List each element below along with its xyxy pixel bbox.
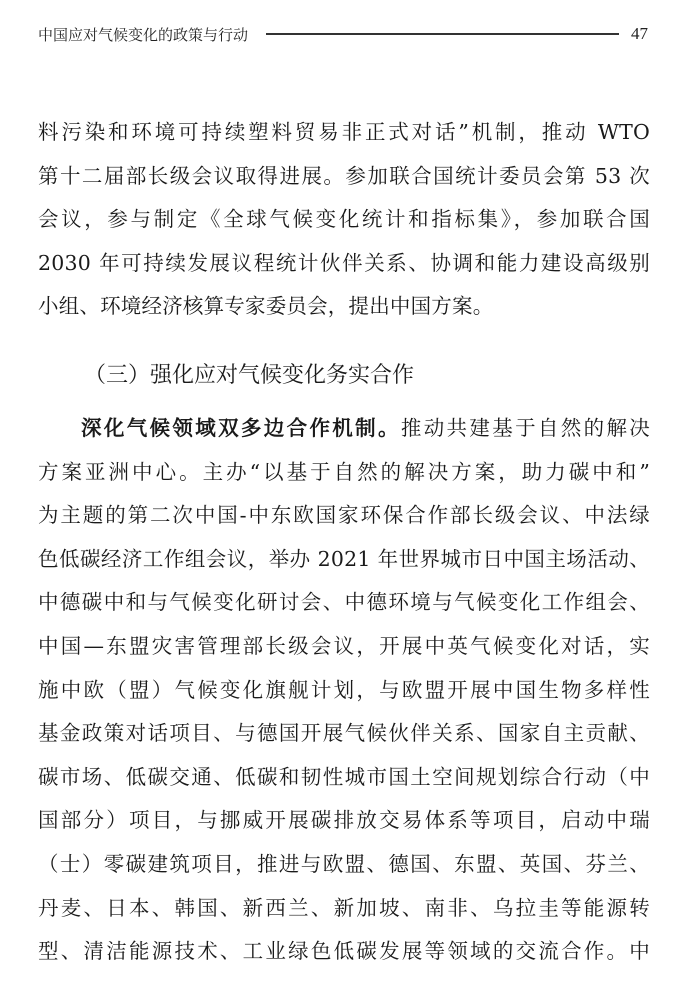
running-header	[38, 22, 648, 46]
text-line: 碳市场、低碳交通、低碳和韧性城市国土空间规划综合行动（中	[38, 764, 650, 789]
text-line: 为主题的第二次中国-中东欧国家环保合作部长级会议、中法绿	[38, 503, 650, 528]
text-line: 施中欧（盟）气候变化旗舰计划，与欧盟开展中国生物多样性	[38, 677, 650, 702]
text-line: 方案亚洲中心。主办“以基于自然的解决方案，助力碳中和”	[38, 459, 650, 484]
page-number: 47	[631, 24, 648, 43]
paragraph-lead-rest: 推动共建基于自然的解决	[400, 415, 650, 440]
paragraph-1	[38, 111, 650, 329]
text-line: （士）零碳建筑项目，推进与欧盟、德国、东盟、英国、芬兰、	[38, 851, 650, 876]
paragraph-2	[38, 407, 650, 974]
section-heading: （三）强化应对气候变化务实合作	[84, 362, 415, 388]
paragraph-lead: 深化气候领域双多边合作机制。	[81, 415, 401, 440]
page-body	[38, 111, 650, 974]
text-line: 会议，参与制定《全球气候变化统计和指标集》，参加联合国	[38, 207, 650, 232]
text-line: 第十二届部长级会议取得进展。参加联合国统计委员会第 53 次	[38, 163, 650, 188]
header-rule	[266, 33, 619, 35]
running-header-title: 中国应对气候变化的政策与行动	[38, 25, 249, 44]
text-line: 料污染和环境可持续塑料贸易非正式对话”机制，推动 WTO	[38, 120, 650, 144]
text-line: 国部分）项目，与挪威开展碳排放交易体系等项目，启动中瑞	[38, 808, 650, 833]
text-line: 基金政策对话项目、与德国开展气候伙伴关系、国家自主贡献、	[38, 721, 650, 746]
text-line: 丹麦、日本、韩国、新西兰、新加坡、南非、乌拉圭等能源转	[38, 895, 650, 920]
text-line: 小组、环境经济核算专家委员会，提出中国方案。	[38, 294, 494, 319]
text-line: 中德碳中和与气候变化研讨会、中德环境与气候变化工作组会、	[38, 590, 650, 615]
text-line: 型、清洁能源技术、工业绿色低碳发展等领域的交流合作。中	[38, 939, 650, 964]
text-line: 2030 年可持续发展议程统计伙伴关系、协调和能力建设高级别	[38, 250, 650, 275]
text-line: 中国—东盟灾害管理部长级会议，开展中英气候变化对话，实	[38, 633, 650, 658]
text-line: 色低碳经济工作组会议，举办 2021 年世界城市日中国主场活动、	[38, 546, 650, 571]
text-line	[38, 407, 650, 451]
